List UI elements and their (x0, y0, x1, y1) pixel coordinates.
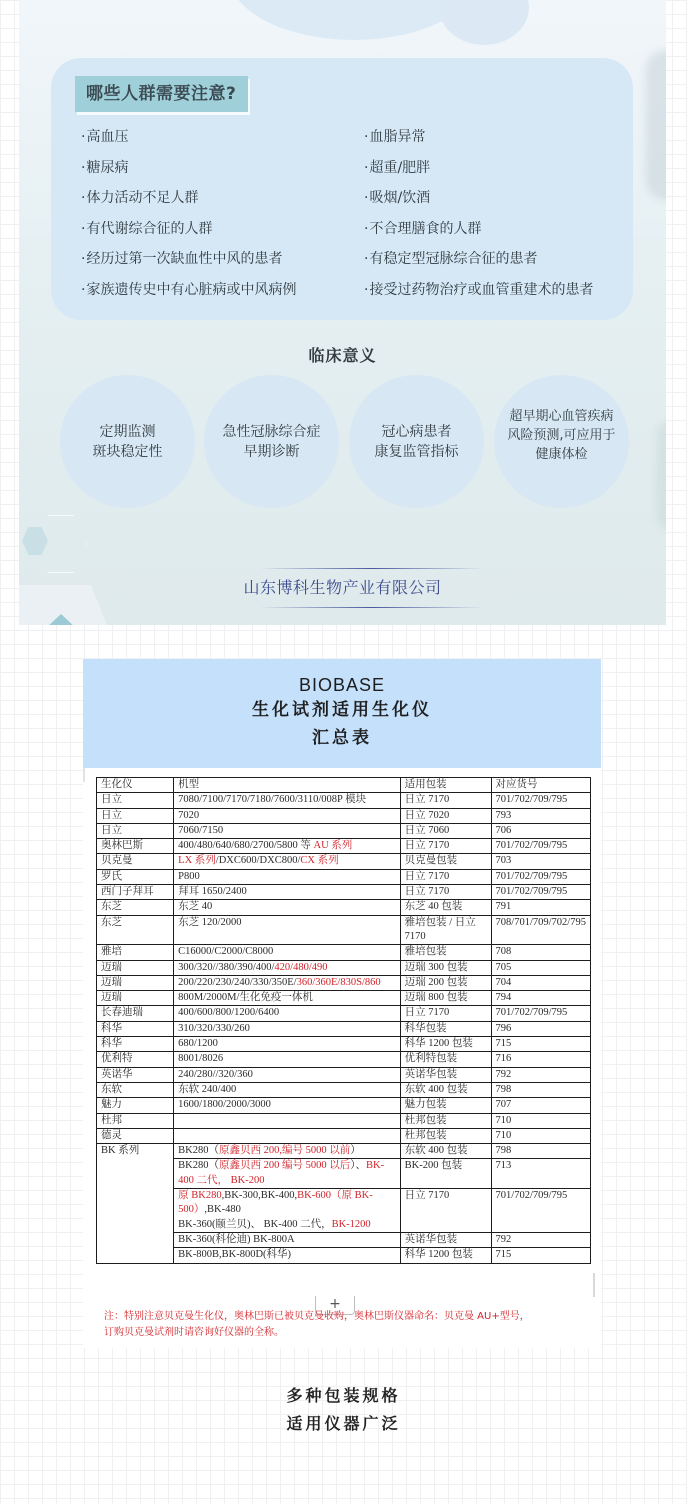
cell-analyzer: 日立 (97, 793, 174, 808)
cell-item-no: 794 (491, 991, 590, 1006)
cell-model (174, 1128, 400, 1143)
cell-item-no: 708 (491, 945, 590, 960)
cell-model: 7060/7150 (174, 823, 400, 838)
cell-model: 240/280//320/360 (174, 1067, 400, 1082)
cell-model: BK-360(科伦迪) BK-800A (174, 1232, 400, 1247)
cell-analyzer: 英诺华 (97, 1067, 174, 1082)
cell-item-no: 798 (491, 1144, 590, 1159)
cell-item-no: 793 (491, 808, 590, 823)
table-row (97, 1082, 591, 1097)
cell-item-no: 791 (491, 900, 590, 915)
cell-package: 日立 7020 (400, 808, 491, 823)
cell-model: BK-800B,BK-800D(科华) (174, 1248, 400, 1263)
tagline-line: 多种包装规格 (286, 1386, 401, 1405)
risk-group-item: ·糖尿病 (81, 160, 129, 176)
cell-package: 日立 7170 (400, 793, 491, 808)
cell-model: 310/320/330/260 (174, 1021, 400, 1036)
clinical-circle: 超早期心血管疾病 风险预测,可应用于 健康体检 (494, 375, 629, 508)
risk-group-item: ·血脂异常 (364, 129, 426, 145)
cell-analyzer: 雅培 (97, 945, 174, 960)
divider (259, 607, 484, 608)
table-header-row (97, 778, 591, 793)
table-title: 生化试剂适用生化仪 (252, 700, 432, 720)
cell-model: 8001/8026 (174, 1052, 400, 1067)
cell-model: 400/480/640/680/2700/5800 等 AU 系列 (174, 839, 400, 854)
cell-analyzer: 杜邦 (97, 1113, 174, 1128)
cell-package: 科华 1200 包装 (400, 1248, 491, 1263)
cell-package: 东软 400 包装 (400, 1082, 491, 1097)
resize-handle (83, 768, 85, 782)
cell-model: BK280（原鑫贝西 200,编号 5000 以前） (174, 1144, 400, 1159)
cell-package: 杜邦包装 (400, 1128, 491, 1143)
cell-item-no: 710 (491, 1128, 590, 1143)
cell-item-no: 701/702/709/795 (491, 1189, 590, 1233)
cell-item-no: 792 (491, 1232, 590, 1247)
risk-group-item: ·吸烟/饮酒 (364, 190, 431, 206)
cell-item-no: 704 (491, 975, 590, 990)
risk-groups-title: 哪些人群需要注意? (75, 76, 248, 112)
cell-item-no: 701/702/709/795 (491, 885, 590, 900)
promo-banner (19, 0, 666, 625)
cell-item-no: 707 (491, 1098, 590, 1113)
cell-package: 杜邦包装 (400, 1113, 491, 1128)
cell-model: 680/1200 (174, 1037, 400, 1052)
reagent-table-container (83, 768, 601, 1348)
footer-tagline (0, 1382, 687, 1438)
cell-model: 800M/2000M/生化免疫一体机 (174, 991, 400, 1006)
scrollbar[interactable] (593, 1273, 595, 1297)
cell-package: 科华 1200 包装 (400, 1037, 491, 1052)
cell-model: 300/320//380/390/400/420/480/490 (174, 960, 400, 975)
cell-package: 日立 7170 (400, 1189, 491, 1233)
cell-item-no: 715 (491, 1037, 590, 1052)
divider (259, 568, 484, 569)
cell-model: C16000/C2000/C8000 (174, 945, 400, 960)
decorative-shadow (656, 420, 666, 530)
clinical-circle: 定期监测 斑块稳定性 (60, 375, 195, 508)
table-row (97, 1006, 591, 1021)
risk-group-item: ·有稳定型冠脉综合征的患者 (364, 251, 538, 267)
cell-package: 迈瑞 200 包装 (400, 975, 491, 990)
clinical-circle: 急性冠脉综合症 早期诊断 (204, 375, 339, 508)
reagent-compatibility-table (96, 777, 591, 1264)
cell-analyzer: 科华 (97, 1037, 174, 1052)
table-row (97, 854, 591, 869)
table-row (97, 900, 591, 915)
table-row (97, 1128, 591, 1143)
tagline-line: 适用仪器广泛 (286, 1414, 401, 1433)
cell-item-no: 705 (491, 960, 590, 975)
clinical-circle: 冠心病患者 康复监管指标 (349, 375, 484, 508)
clinical-significance-heading: 临床意义 (308, 346, 377, 365)
risk-group-item: ·有代谢综合征的人群 (81, 221, 213, 237)
table-row (97, 1052, 591, 1067)
cell-package: 英诺华包装 (400, 1232, 491, 1247)
cell-package: 魅力包装 (400, 1098, 491, 1113)
cell-analyzer: BK 系列 (97, 1144, 174, 1263)
cell-package: 日立 7170 (400, 885, 491, 900)
table-row (97, 793, 591, 808)
cell-package: 日立 7170 (400, 839, 491, 854)
table-subtitle: 汇总表 (312, 728, 372, 748)
cell-analyzer: 迈瑞 (97, 991, 174, 1006)
table-row (97, 1144, 591, 1159)
cell-analyzer: 长春迪瑞 (97, 1006, 174, 1021)
cell-analyzer: 迈瑞 (97, 975, 174, 990)
cell-package: 英诺华包装 (400, 1067, 491, 1082)
cell-item-no: 792 (491, 1067, 590, 1082)
cell-package: 日立 7060 (400, 823, 491, 838)
cell-item-no: 796 (491, 1021, 590, 1036)
cell-package: 科华包装 (400, 1021, 491, 1036)
cell-model: 东芝 120/2000 (174, 915, 400, 945)
cell-item-no: 701/702/709/795 (491, 869, 590, 884)
cell-analyzer: 日立 (97, 823, 174, 838)
table-row (97, 975, 591, 990)
cell-analyzer: 贝克曼 (97, 854, 174, 869)
cell-item-no: 708/701/709/702/795 (491, 915, 590, 945)
cell-analyzer: 西门子拜耳 (97, 885, 174, 900)
cell-item-no: 701/702/709/795 (491, 1006, 590, 1021)
cell-analyzer: 魅力 (97, 1098, 174, 1113)
risk-group-item: ·家族遗传史中有心脏病或中风病例 (81, 282, 297, 298)
cell-model: BK280（原鑫贝西 200 编号 5000 以后）、BK-400 二代， BK-200 (174, 1159, 400, 1189)
table-row (97, 915, 591, 945)
decorative-shadow (646, 50, 666, 200)
footnote: 注：特别注意贝克曼生化仪，奥林巴斯已被贝克曼收购，奥林巴斯仪器命名：贝克曼 AU+型号，订购贝克曼试剂时请咨询好仪器的全称。 (104, 1311, 530, 1338)
cell-item-no: 701/702/709/795 (491, 839, 590, 854)
cell-item-no: 701/702/709/795 (491, 793, 590, 808)
column-header: 生化仪 (97, 778, 174, 793)
cell-model: 原 BK280,BK-300,BK-400,BK-600（原 BK-500）,BK-480 BK-360(颐兰贝)、 BK-400 二代，BK-1200 (174, 1189, 400, 1233)
cell-analyzer: 科华 (97, 1021, 174, 1036)
cell-model: 东软 240/400 (174, 1082, 400, 1097)
cell-analyzer: 德灵 (97, 1128, 174, 1143)
cell-analyzer: 东芝 (97, 900, 174, 915)
cell-package: 雅培包装 (400, 945, 491, 960)
cell-package: 日立 7170 (400, 1006, 491, 1021)
cell-analyzer: 东芝 (97, 915, 174, 945)
risk-group-item: ·不合理膳食的人群 (364, 221, 482, 237)
cell-package: BK-200 包装 (400, 1159, 491, 1189)
cell-package: 迈瑞 300 包装 (400, 960, 491, 975)
table-row (97, 1037, 591, 1052)
table-row (97, 823, 591, 838)
cell-package: 东软 400 包装 (400, 1144, 491, 1159)
column-header: 机型 (174, 778, 400, 793)
cell-model: 7080/7100/7170/7180/7600/3110/008P 模块 (174, 793, 400, 808)
table-row (97, 960, 591, 975)
cell-item-no: 710 (491, 1113, 590, 1128)
table-row (97, 885, 591, 900)
cell-model: 200/220/230/240/330/350E/360/360E/830S/860 (174, 975, 400, 990)
cell-item-no: 703 (491, 854, 590, 869)
risk-group-item: ·超重/肥胖 (364, 160, 431, 176)
risk-group-item: ·经历过第一次缺血性中风的患者 (81, 251, 283, 267)
table-row (97, 945, 591, 960)
cell-package: 雅培包装 / 日立 7170 (400, 915, 491, 945)
table-row (97, 1113, 591, 1128)
cell-package: 日立 7170 (400, 869, 491, 884)
cell-item-no: 798 (491, 1082, 590, 1097)
cell-model: 拜耳 1650/2400 (174, 885, 400, 900)
company-name: 山东博科生物产业有限公司 (243, 578, 442, 597)
risk-groups-card (51, 58, 633, 320)
cell-item-no: 706 (491, 823, 590, 838)
cell-model: 1600/1800/2000/3000 (174, 1098, 400, 1113)
cell-package: 东芝 40 包装 (400, 900, 491, 915)
table-row (97, 808, 591, 823)
decorative-blob (439, 0, 529, 45)
cell-model: 东芝 40 (174, 900, 400, 915)
cell-item-no: 713 (491, 1159, 590, 1189)
cell-model: 7020 (174, 808, 400, 823)
cell-analyzer: 日立 (97, 808, 174, 823)
cell-model (174, 1113, 400, 1128)
cell-item-no: 716 (491, 1052, 590, 1067)
cell-package: 迈瑞 800 包装 (400, 991, 491, 1006)
cell-package: 贝克曼包装 (400, 854, 491, 869)
table-row (97, 1021, 591, 1036)
cell-item-no: 715 (491, 1248, 590, 1263)
cell-analyzer: 优利特 (97, 1052, 174, 1067)
table-row (97, 1098, 591, 1113)
risk-group-item: ·接受过药物治疗或血管重建术的患者 (364, 282, 594, 298)
table-body (97, 793, 591, 1263)
cell-package: 优利特包装 (400, 1052, 491, 1067)
column-header: 适用包装 (400, 778, 491, 793)
cell-analyzer: 奥林巴斯 (97, 839, 174, 854)
table-title-block (83, 659, 601, 768)
table-row (97, 1067, 591, 1082)
cell-analyzer: 东软 (97, 1082, 174, 1097)
cell-analyzer: 罗氏 (97, 869, 174, 884)
brand-name: BIOBASE (298, 675, 386, 695)
risk-group-item: ·体力活动不足人群 (81, 190, 199, 206)
table-row (97, 869, 591, 884)
cell-model: LX 系列/DXC600/DXC800/CX 系列 (174, 854, 400, 869)
risk-group-item: ·高血压 (81, 129, 129, 145)
table-row (97, 991, 591, 1006)
cell-model: 400/600/800/1200/6400 (174, 1006, 400, 1021)
table-row (97, 839, 591, 854)
column-header: 对应货号 (491, 778, 590, 793)
cell-model: P800 (174, 869, 400, 884)
add-row-button[interactable]: + (315, 1296, 355, 1315)
cell-analyzer: 迈瑞 (97, 960, 174, 975)
